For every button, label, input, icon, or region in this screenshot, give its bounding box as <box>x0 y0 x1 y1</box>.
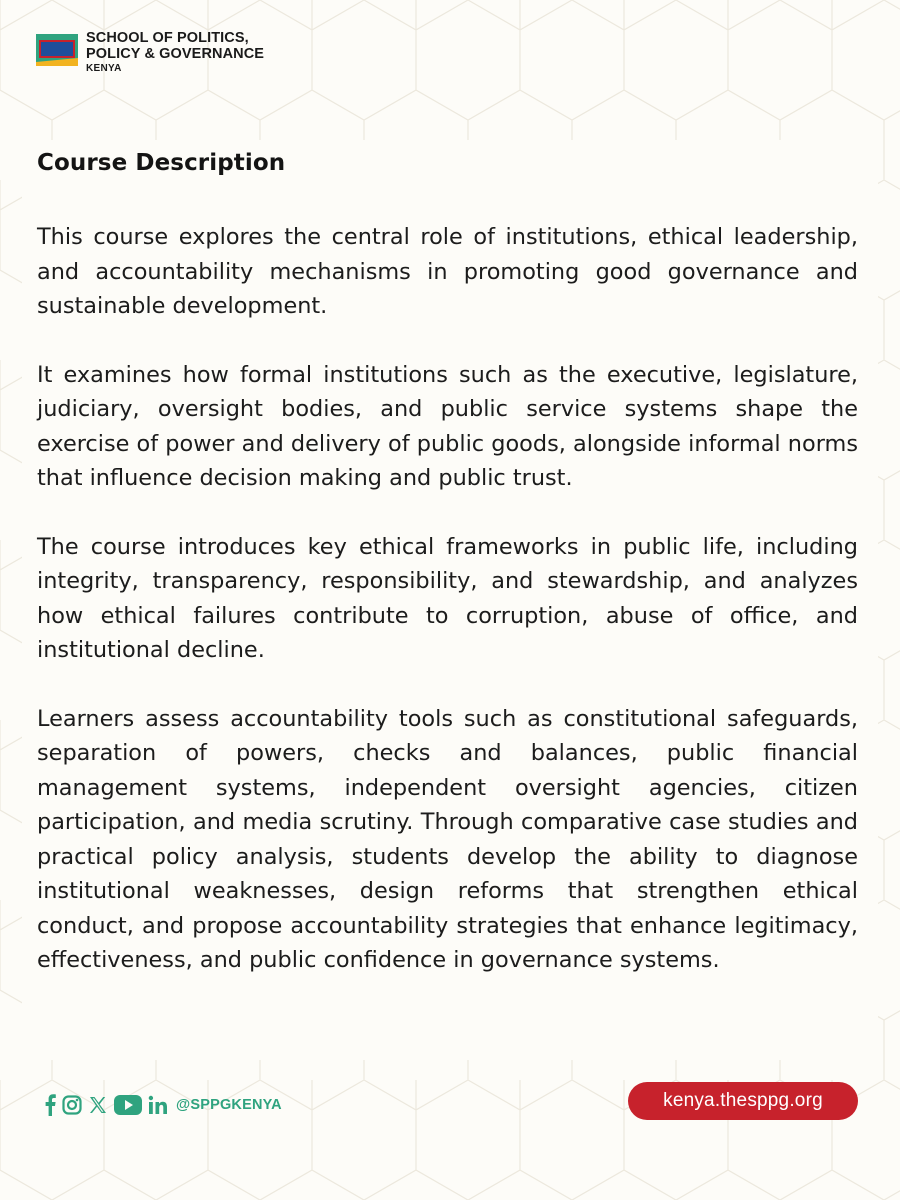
brand-name <box>86 30 264 76</box>
instagram-icon[interactable] <box>62 1092 82 1118</box>
facebook-icon[interactable] <box>44 1092 56 1118</box>
paragraph-3: The course introduces key ethical frameworks in public life, including integrity, transparency, responsibility, and stewardship, and analyzes how ethical failures contribute to corruption, abuse of office, and institutional decline. <box>37 533 858 663</box>
page-title: Course Description <box>37 150 286 176</box>
brand-name-line-2: POLICY & GOVERNANCE <box>86 46 265 62</box>
social-links <box>44 1092 282 1118</box>
paragraph-1: This course explores the central role of institutions, ethical leadership, and accountability mechanisms in promoting good governance and sustainable development. <box>37 224 858 319</box>
youtube-icon[interactable] <box>114 1092 142 1118</box>
x-icon[interactable] <box>88 1092 108 1118</box>
social-handle[interactable]: @SPPGKENYA <box>176 1097 282 1113</box>
paragraph-2: It examines how formal institutions such as the executive, legislature, judiciary, oversight bodies, and public service systems shape the exercise of power and delivery of public goods, alongside informal norms that influence decision making and public trust. <box>37 361 858 491</box>
paragraph-4: Learners assess accountability tools such as constitutional safeguards, separation of powers, checks and balances, public financial management systems, independent oversight agencies, citizen participation, and media scrutiny. Through comparative case studies and practical policy analysis, students develop the ability to diagnose institutional weaknesses, design reforms that strengthen ethical conduct, and propose accountability strategies that enhance legitimacy, effectiveness, and public confidence in governance systems. <box>37 705 858 973</box>
header <box>36 30 264 76</box>
linkedin-icon[interactable] <box>148 1092 168 1118</box>
brand-country: KENYA <box>86 63 122 74</box>
website-link[interactable]: kenya.thesppg.org <box>628 1082 858 1120</box>
sppg-logo <box>36 34 78 66</box>
brand-name-line-1: SCHOOL OF POLITICS, <box>86 30 249 46</box>
course-description <box>37 146 858 1012</box>
